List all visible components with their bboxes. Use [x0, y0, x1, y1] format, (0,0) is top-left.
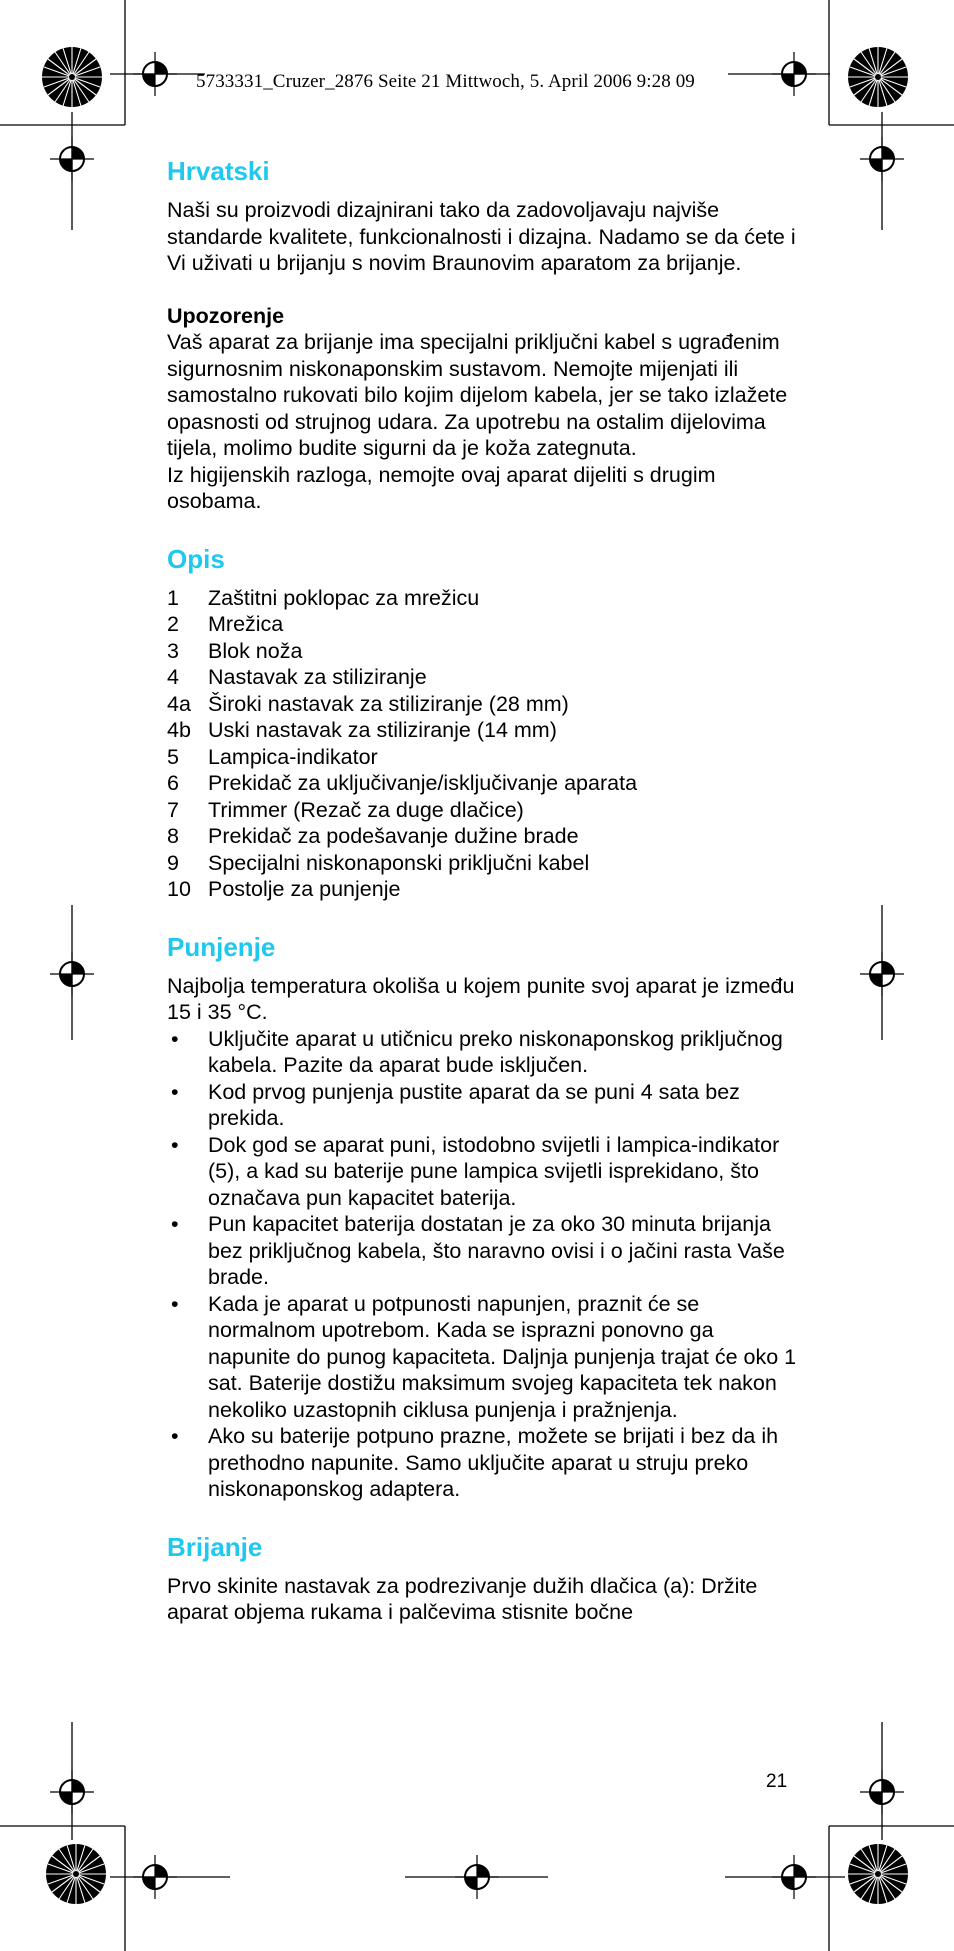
registration-mark-icon	[772, 52, 816, 96]
list-item: • Dok god se aparat puni, istodobno svijetli i lampica-indikator (5), a kad su baterije pune lampica svijetli isprekidano, što označava pun kapacitet baterija.	[171, 1132, 780, 1210]
charging-bullet-list	[167, 1026, 797, 1503]
starburst-icon	[848, 1844, 908, 1904]
main-content	[167, 155, 797, 1626]
charging-intro: Najbolja temperatura okoliša u kojem punite svoj aparat je između 15 i 35 °C.	[167, 973, 795, 1024]
shaving-paragraph: Prvo skinite nastavak za podrezivanje dužih dlačica (a): Držite aparat objema rukama i palčevima stisnite bočne	[167, 1573, 758, 1624]
registration-mark-icon	[455, 1855, 499, 1899]
warning-title: Upozorenje	[167, 303, 285, 328]
registration-mark-icon	[860, 1770, 904, 1814]
registration-mark-icon	[133, 1855, 177, 1899]
list-item: 4b Uski nastavak za stiliziranje (14 mm)	[167, 718, 557, 742]
list-item: 10 Postolje za punjenje	[167, 877, 401, 901]
list-item: 6 Prekidač za uključivanje/isključivanje aparata	[167, 771, 638, 795]
print-slug: 5733331_Cruzer_2876 Seite 21 Mittwoch, 5. April 2006 9:28 09	[196, 71, 695, 92]
list-item: • Uključite aparat u utičnicu preko niskonaponskog priključnog kabela. Pazite da aparat bude isključen.	[171, 1026, 783, 1077]
list-item: 3 Blok noža	[167, 638, 303, 663]
list-item: 5 Lampica-indikator	[167, 744, 378, 769]
registration-mark-icon	[133, 52, 177, 96]
list-item: • Kod prvog punjenja pustite aparat da se puni 4 sata bez prekida.	[171, 1079, 740, 1130]
registration-mark-icon	[860, 137, 904, 181]
registration-mark-icon	[50, 137, 94, 181]
starburst-icon	[46, 1844, 106, 1904]
heading-punjenje: Punjenje	[167, 931, 276, 962]
list-item: • Kada je aparat u potpunosti napunjen, praznit će se normalnom upotrebom. Kada se isprazni ponovno ga napunite do punog kapaciteta. Daljnja punjenja trajat će oko 1 sat. Baterije dostižu maksimum svojeg kapaciteta tek nakon nekoliko uzastopnih ciklusa punjenja i pražnjenja.	[171, 1291, 797, 1422]
intro-paragraph: Naši su proizvodi dizajnirani tako da zadovoljavaju najviše standarde kvalitete, funkcionalnosti i dizajna. Nadamo se da ćete i Vi uživati u brijanju s novim Braunovim aparatom za brijanje.	[167, 198, 796, 275]
list-item: • Ako su baterije potpuno prazne, možete se brijati i bez da ih prethodno napunite. Samo uključite aparat u struju preko niskonaponskog adaptera.	[171, 1424, 779, 1501]
list-item: 4 Nastavak za stiliziranje	[167, 665, 427, 689]
list-item: 2 Mrežica	[167, 612, 284, 636]
registration-mark-icon	[860, 952, 904, 996]
heading-opis: Opis	[167, 543, 225, 574]
heading-brijanje: Brijanje	[167, 1531, 263, 1562]
starburst-icon	[848, 47, 908, 107]
registration-mark-icon	[50, 952, 94, 996]
list-item: 4a Široki nastavak za stiliziranje (28 mm)	[167, 691, 569, 716]
registration-mark-icon	[50, 1770, 94, 1814]
registration-mark-icon	[772, 1855, 816, 1899]
list-item: • Pun kapacitet baterija dostatan je za oko 30 minuta brijanja bez priključnog kabela, što naravno ovisi i o jačini rasta Vaše brade.	[171, 1212, 785, 1289]
list-item: 9 Specijalni niskonaponski priključni kabel	[167, 850, 590, 875]
list-item: 1 Zaštitni poklopac za mrežicu	[167, 585, 480, 610]
hygiene-paragraph: Iz higijenskih razloga, nemojte ovaj aparat dijeliti s drugim osobama.	[167, 462, 716, 513]
warning-paragraph: Vaš aparat za brijanje ima specijalni priključni kabel s ugrađenim sigurnosnim niskonaponskim sustavom. Nemojte mijenjati ili samostalno rukovati bilo kojim dijelom kabela, jer se tako izlažete opasnosti od strujnog udara. Za upotrebu na ostalim dijelovima tijela, molimo budite sigurni da je koža zategnuta.	[167, 330, 788, 460]
list-item: 8 Prekidač za podešavanje dužine brade	[167, 824, 579, 848]
parts-list	[167, 585, 797, 903]
page-number: 21	[766, 1771, 788, 1792]
starburst-icon	[42, 47, 102, 107]
list-item: 7 Trimmer (Rezač za duge dlačice)	[167, 797, 524, 822]
heading-hrvatski: Hrvatski	[167, 156, 270, 186]
